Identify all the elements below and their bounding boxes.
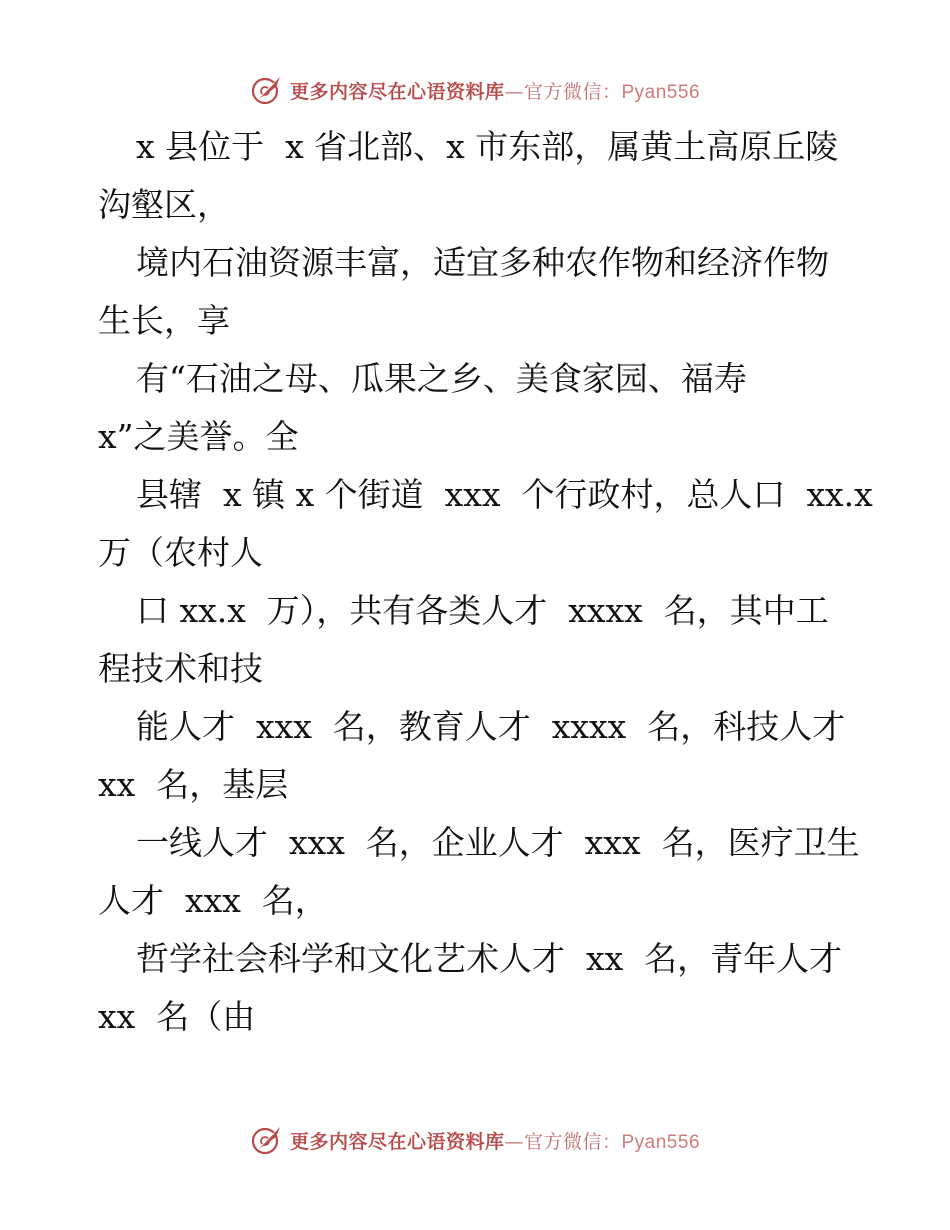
watermark-wechat-id: Pyan556 [621, 1131, 701, 1153]
text-line-1: x 县位于 x 省北部、x 市东部，属黄土高原丘陵 [136, 127, 839, 166]
watermark-separator: — [504, 80, 524, 103]
quill-pen-circle-icon [250, 1123, 284, 1157]
watermark-separator: — [504, 1130, 524, 1153]
text-line-14: 人才 xxx 名， [98, 881, 328, 920]
watermark-text [290, 77, 700, 104]
watermark-prefix: 更多内容尽在心语资料库 [289, 80, 505, 103]
watermark-header [0, 70, 950, 110]
text-line-13: 一线人才 xxx 名，企业人才 xxx 名，医疗卫生 [136, 823, 860, 862]
text-line-7: 县辖 x 镇 x 个街道 xxx 个行政村，总人口 xx.x [136, 475, 873, 514]
text-line-6: x”之美誉。全 [98, 417, 299, 456]
watermark-prefix: 更多内容尽在心语资料库 [289, 1130, 505, 1153]
watermark-text [290, 1127, 700, 1154]
text-line-9: 口 xx.x 万），共有各类人才 xxxx 名，其中工 [136, 591, 829, 630]
watermark-wechat-label: 官方微信： [523, 80, 622, 103]
document-body [98, 118, 873, 1046]
text-line-2: 沟壑区， [98, 185, 230, 224]
text-line-3: 境内石油资源丰富，适宜多种农作物和经济作物 [136, 243, 829, 282]
quill-pen-circle-icon [250, 73, 284, 107]
text-line-16: xx 名（由 [98, 997, 256, 1036]
text-line-15: 哲学社会科学和文化艺术人才 xx 名，青年人才 [136, 939, 843, 978]
text-line-5: 有“石油之母、瓜果之乡、美食家园、福寿 [136, 359, 747, 398]
watermark-wechat-label: 官方微信： [523, 1130, 622, 1153]
text-line-10: 程技术和技 [98, 649, 263, 688]
text-line-4: 生长，享 [98, 301, 230, 340]
watermark-footer [0, 1120, 950, 1160]
text-line-8: 万（农村人 [98, 533, 263, 572]
text-line-12: xx 名，基层 [98, 765, 289, 804]
text-line-11: 能人才 xxx 名，教育人才 xxxx 名，科技人才 [136, 707, 846, 746]
watermark-wechat-id: Pyan556 [621, 81, 701, 103]
